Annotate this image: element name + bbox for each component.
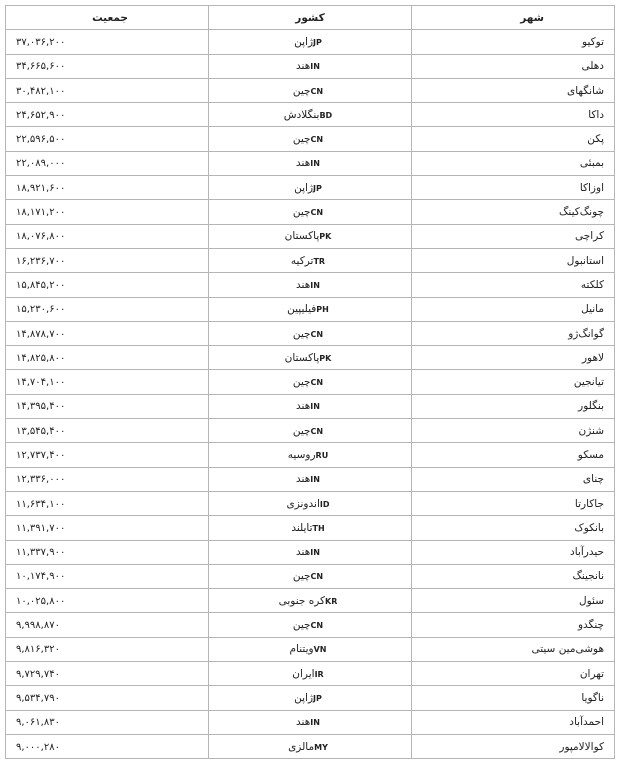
city-name: سئول <box>578 594 604 607</box>
city-name: تیانجین <box>573 376 604 389</box>
population-value: ۱۵,۸۴۵,۲۰۰ <box>16 279 66 291</box>
population-cell <box>6 346 209 370</box>
city-name: چونگ‌کینگ <box>559 206 604 219</box>
city-name: مسکو <box>577 448 604 461</box>
table-row <box>6 78 615 102</box>
population-cell <box>6 200 209 224</box>
population-column-header[interactable]: جمعیت <box>6 6 209 30</box>
population-value: ۹,۸۱۶,۳۲۰ <box>16 644 60 656</box>
table-row <box>6 321 615 345</box>
table-row <box>6 151 615 175</box>
country-name: تایلند <box>291 521 313 534</box>
table-row <box>6 710 615 734</box>
country-name: اندونزی <box>286 497 320 510</box>
country-cell <box>209 200 412 224</box>
city-cell <box>412 30 615 54</box>
country-code: IR <box>314 669 324 679</box>
table-row <box>6 273 615 297</box>
country-name: پاکستان <box>284 351 320 364</box>
population-cell <box>6 30 209 54</box>
country-name: هند <box>296 400 311 413</box>
country-code: JP <box>313 37 322 47</box>
table-row <box>6 297 615 321</box>
city-cell <box>412 516 615 540</box>
country-name: ویتنام <box>289 643 314 656</box>
population-cell <box>6 443 209 467</box>
table-row <box>6 127 615 151</box>
country-code: IN <box>310 475 320 485</box>
city-name: ناگویا <box>581 691 604 704</box>
city-name: کوالالامپور <box>559 740 604 753</box>
country-cell <box>209 30 412 54</box>
country-cell <box>209 78 412 102</box>
city-name: استانبول <box>566 254 604 267</box>
country-cell <box>209 176 412 200</box>
country-code: CN <box>310 378 324 388</box>
population-value: ۱۱,۶۳۴,۱۰۰ <box>16 498 66 510</box>
city-cell <box>412 637 615 661</box>
table-row <box>6 419 615 443</box>
population-value: ۱۸,۹۲۱,۶۰۰ <box>16 182 66 194</box>
city-cell <box>412 467 615 491</box>
country-name: هند <box>296 546 311 559</box>
population-cell <box>6 734 209 758</box>
population-value: ۲۴,۶۵۲,۹۰۰ <box>16 109 66 121</box>
country-name: پاکستان <box>284 230 320 243</box>
country-code: IN <box>310 718 320 728</box>
country-name: مالزی <box>288 740 315 753</box>
population-cell <box>6 686 209 710</box>
population-cell <box>6 419 209 443</box>
city-name: شانگهای <box>567 84 604 97</box>
population-cell <box>6 151 209 175</box>
city-name: داکا <box>588 108 604 121</box>
city-cell <box>412 78 615 102</box>
country-name: ژاپن <box>294 181 314 194</box>
population-value: ۹,۷۲۹,۷۴۰ <box>16 668 60 680</box>
city-name: کراچی <box>575 230 604 243</box>
country-cell <box>209 419 412 443</box>
city-cell <box>412 540 615 564</box>
table-row <box>6 540 615 564</box>
population-cell <box>6 637 209 661</box>
country-name: چین <box>292 570 311 583</box>
country-code: JP <box>313 693 322 703</box>
country-name: کره جنوبی <box>278 594 326 607</box>
population-cell <box>6 564 209 588</box>
city-cell <box>412 346 615 370</box>
country-name: چین <box>292 133 311 146</box>
table-row <box>6 103 615 127</box>
country-cell <box>209 734 412 758</box>
city-name: پکن <box>587 133 604 146</box>
population-value: ۱۵,۲۳۰,۶۰۰ <box>16 304 66 316</box>
population-value: ۳۴,۶۶۵,۶۰۰ <box>16 61 66 73</box>
population-cell <box>6 176 209 200</box>
table-row <box>6 224 615 248</box>
population-value: ۱۴,۷۰۴,۱۰۰ <box>16 377 66 389</box>
country-code: IN <box>310 159 320 169</box>
city-cell <box>412 613 615 637</box>
table-row <box>6 54 615 78</box>
city-cell <box>412 394 615 418</box>
city-name: تهران <box>579 667 604 680</box>
country-name: چین <box>292 424 311 437</box>
country-code: KR <box>325 596 338 606</box>
city-name: بمبئی <box>579 157 604 170</box>
country-code: CN <box>310 329 324 339</box>
table-row <box>6 589 615 613</box>
country-cell <box>209 710 412 734</box>
city-name: چنگدو <box>577 619 604 632</box>
country-cell <box>209 394 412 418</box>
table-row <box>6 200 615 224</box>
population-value: ۱۱,۳۹۱,۷۰۰ <box>16 522 66 534</box>
country-code: CN <box>310 621 324 631</box>
city-name: احمدآباد <box>569 716 604 729</box>
population-cell <box>6 589 209 613</box>
table-row <box>6 734 615 758</box>
table-row <box>6 30 615 54</box>
table-body <box>6 30 615 759</box>
city-name: اوزاکا <box>579 181 604 194</box>
country-column-header[interactable]: کشور <box>209 6 412 30</box>
population-cell <box>6 516 209 540</box>
table-row <box>6 443 615 467</box>
country-code: PH <box>316 305 329 315</box>
population-cell <box>6 540 209 564</box>
city-cell <box>412 491 615 515</box>
country-cell <box>209 589 412 613</box>
table-row <box>6 346 615 370</box>
country-name: چین <box>292 327 311 340</box>
population-cell <box>6 321 209 345</box>
population-value: ۹,۰۶۱,۸۳۰ <box>16 717 60 729</box>
city-column-header[interactable]: شهر <box>412 6 615 30</box>
population-value: ۱۰,۱۷۴,۹۰۰ <box>16 571 66 583</box>
country-code: CN <box>310 86 324 96</box>
country-name: چین <box>292 619 311 632</box>
population-value: ۱۳,۵۴۵,۴۰۰ <box>16 425 66 437</box>
city-cell <box>412 686 615 710</box>
country-code: IN <box>310 548 320 558</box>
country-code: RU <box>315 450 329 460</box>
table-row <box>6 516 615 540</box>
city-name: لاهور <box>581 351 604 364</box>
population-value: ۱۱,۳۳۷,۹۰۰ <box>16 547 66 559</box>
population-value: ۹,۵۳۴,۷۹۰ <box>16 692 60 704</box>
country-code: IN <box>310 402 320 412</box>
population-value: ۲۲,۰۸۹,۰۰۰ <box>16 158 66 170</box>
country-name: بنگلادش <box>283 108 320 121</box>
population-value: ۳۰,۴۸۲,۱۰۰ <box>16 85 66 97</box>
country-code: CN <box>310 208 324 218</box>
population-cell <box>6 467 209 491</box>
country-cell <box>209 613 412 637</box>
population-value: ۱۴,۸۷۸,۷۰۰ <box>16 328 66 340</box>
city-name: هوشی‌مین سیتی <box>531 643 604 656</box>
table-header-row <box>6 6 615 30</box>
country-code: VN <box>313 645 327 655</box>
table-row <box>6 467 615 491</box>
country-name: چین <box>292 206 311 219</box>
country-cell <box>209 151 412 175</box>
table-row <box>6 613 615 637</box>
population-value: ۱۸,۱۷۱,۲۰۰ <box>16 207 66 219</box>
city-cell <box>412 103 615 127</box>
population-cell <box>6 394 209 418</box>
country-cell <box>209 297 412 321</box>
country-cell <box>209 540 412 564</box>
table-row <box>6 370 615 394</box>
population-value: ۹,۹۹۸,۸۷۰ <box>16 620 60 632</box>
country-cell <box>209 321 412 345</box>
city-name: دهلی <box>581 60 604 73</box>
country-name: ایران <box>292 667 315 680</box>
city-cell <box>412 419 615 443</box>
country-name: ژاپن <box>294 35 314 48</box>
country-cell <box>209 516 412 540</box>
city-cell <box>412 248 615 272</box>
population-cell <box>6 78 209 102</box>
country-cell <box>209 127 412 151</box>
country-cell <box>209 273 412 297</box>
population-value: ۱۴,۸۲۵,۸۰۰ <box>16 352 66 364</box>
country-code: TH <box>312 523 325 533</box>
city-cell <box>412 127 615 151</box>
table-row <box>6 564 615 588</box>
population-value: ۹,۰۰۰,۲۸۰ <box>16 741 60 753</box>
country-cell <box>209 662 412 686</box>
country-cell <box>209 491 412 515</box>
country-name: ترکیه <box>290 254 314 267</box>
country-cell <box>209 467 412 491</box>
city-cell <box>412 321 615 345</box>
city-name: کلکته <box>580 278 604 291</box>
country-code: CN <box>310 135 324 145</box>
country-cell <box>209 564 412 588</box>
population-value: ۱۲,۳۳۶,۰۰۰ <box>16 474 66 486</box>
city-cell <box>412 662 615 686</box>
country-code: IN <box>310 62 320 72</box>
country-cell <box>209 54 412 78</box>
country-name: چین <box>292 376 311 389</box>
table-row <box>6 394 615 418</box>
city-name: چنای <box>582 473 604 486</box>
city-cell <box>412 734 615 758</box>
city-name: جاکارتا <box>574 497 604 510</box>
country-cell <box>209 103 412 127</box>
population-cell <box>6 127 209 151</box>
country-cell <box>209 370 412 394</box>
city-cell <box>412 564 615 588</box>
population-value: ۱۰,۰۲۵,۸۰۰ <box>16 595 66 607</box>
table-row <box>6 637 615 661</box>
country-name: هند <box>296 473 311 486</box>
country-name: هند <box>296 157 311 170</box>
country-code: ID <box>319 499 330 509</box>
population-value: ۱۸,۰۷۶,۸۰۰ <box>16 231 66 243</box>
city-name: توکیو <box>582 35 604 48</box>
country-code: PK <box>319 232 332 242</box>
country-cell <box>209 346 412 370</box>
city-cell <box>412 297 615 321</box>
city-cell <box>412 370 615 394</box>
population-cell <box>6 248 209 272</box>
population-cell <box>6 103 209 127</box>
country-code: JP <box>313 183 322 193</box>
country-cell <box>209 443 412 467</box>
population-value: ۳۷,۰۳۶,۲۰۰ <box>16 36 66 48</box>
country-cell <box>209 224 412 248</box>
population-value: ۱۲,۷۳۷,۴۰۰ <box>16 449 66 461</box>
city-population-table <box>5 5 615 759</box>
table-row <box>6 662 615 686</box>
table-row <box>6 491 615 515</box>
population-value: ۱۴,۳۹۵,۴۰۰ <box>16 401 66 413</box>
country-code: CN <box>310 572 324 582</box>
population-cell <box>6 491 209 515</box>
population-cell <box>6 710 209 734</box>
country-name: روسیه <box>287 448 316 461</box>
country-code: CN <box>310 426 324 436</box>
city-name: بنگلور <box>578 400 604 413</box>
city-name: حیدرآباد <box>570 546 604 559</box>
country-name: فیلیپین <box>287 303 317 316</box>
population-cell <box>6 273 209 297</box>
country-code: TR <box>313 256 326 266</box>
city-cell <box>412 710 615 734</box>
city-cell <box>412 54 615 78</box>
city-cell <box>412 224 615 248</box>
city-name: مانیل <box>581 303 604 316</box>
country-name: چین <box>292 84 311 97</box>
country-code: IN <box>310 280 320 290</box>
population-value: ۱۶,۲۳۶,۷۰۰ <box>16 255 66 267</box>
city-cell <box>412 589 615 613</box>
country-name: هند <box>296 60 311 73</box>
country-cell <box>209 686 412 710</box>
population-cell <box>6 662 209 686</box>
country-name: هند <box>296 278 311 291</box>
city-name: نانجینگ <box>572 570 604 583</box>
population-cell <box>6 54 209 78</box>
country-name: ژاپن <box>294 691 314 704</box>
table-row <box>6 176 615 200</box>
population-cell <box>6 370 209 394</box>
population-cell <box>6 224 209 248</box>
city-name: گوانگ‌ژو <box>568 327 604 340</box>
city-name: شنژن <box>578 424 604 437</box>
city-cell <box>412 273 615 297</box>
country-name: هند <box>296 716 311 729</box>
population-value: ۲۲,۵۹۶,۵۰۰ <box>16 134 66 146</box>
country-code: PK <box>319 353 332 363</box>
population-cell <box>6 297 209 321</box>
country-cell <box>209 637 412 661</box>
country-code: BD <box>319 110 333 120</box>
population-cell <box>6 613 209 637</box>
country-code: MY <box>314 742 328 752</box>
city-cell <box>412 151 615 175</box>
city-cell <box>412 443 615 467</box>
country-cell <box>209 248 412 272</box>
city-cell <box>412 176 615 200</box>
city-name: بانکوک <box>574 521 604 534</box>
city-cell <box>412 200 615 224</box>
table-row <box>6 248 615 272</box>
table-row <box>6 686 615 710</box>
